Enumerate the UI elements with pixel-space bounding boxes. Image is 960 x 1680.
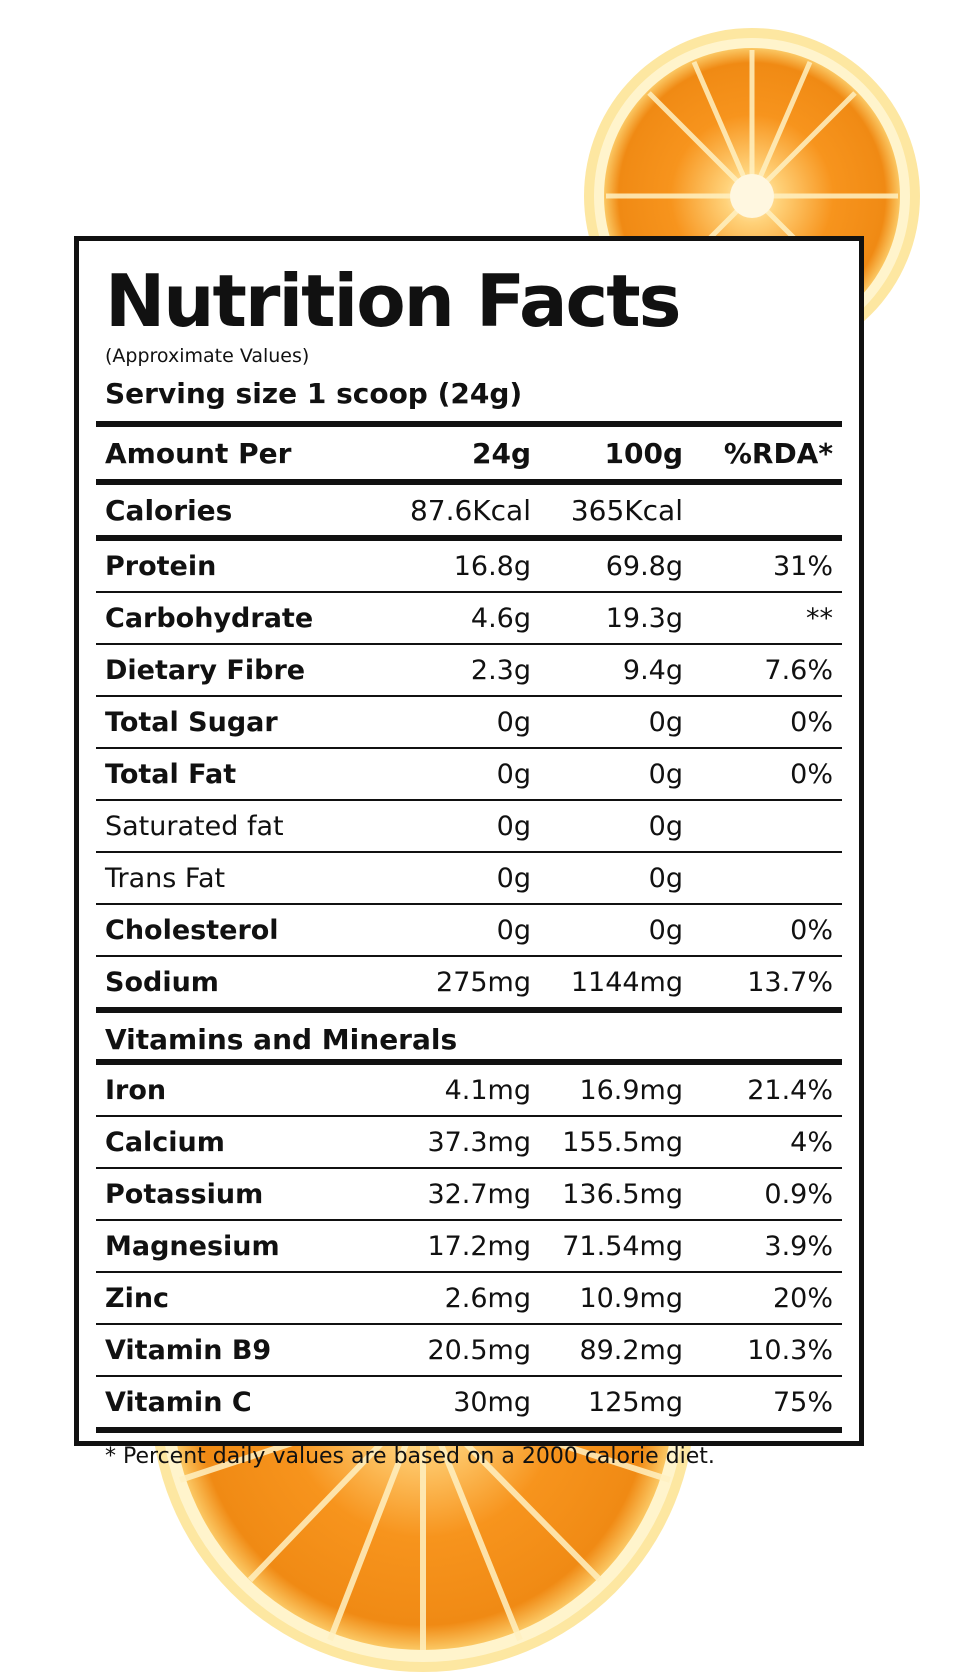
row-value-100g: 125mg — [588, 1386, 683, 1418]
row-value-24g: 32.7mg — [427, 1178, 531, 1210]
header-amount-per: Amount Per — [105, 436, 292, 470]
table-row — [96, 593, 842, 645]
page-title: Nutrition Facts — [105, 259, 680, 343]
row-name: Iron — [105, 1074, 167, 1106]
row-value-24g: 4.6g — [470, 602, 531, 634]
row-value-24g: 2.3g — [470, 654, 531, 686]
row-value-100g: 0g — [648, 758, 683, 790]
header-col-100g: 100g — [604, 436, 683, 470]
row-value-100g: 155.5mg — [562, 1126, 683, 1158]
row-value-24g: 0g — [496, 706, 531, 738]
row-value-rda: 20% — [772, 1282, 833, 1314]
row-value-100g: 0g — [648, 706, 683, 738]
row-value-rda: 10.3% — [747, 1334, 833, 1366]
table-row — [96, 1065, 842, 1117]
header-col-24g: 24g — [471, 436, 531, 470]
nutrient-list — [96, 541, 842, 1013]
table-row — [96, 1117, 842, 1169]
row-name: Sodium — [105, 966, 219, 998]
row-value-24g: 0g — [496, 914, 531, 946]
row-value-100g: 19.3g — [605, 602, 683, 634]
row-name: Carbohydrate — [105, 602, 314, 634]
row-value-24g: 0g — [496, 810, 531, 842]
row-name: Zinc — [105, 1282, 170, 1314]
row-value-100g: 0g — [648, 862, 683, 894]
table-row — [96, 1377, 842, 1427]
row-name: Total Fat — [105, 758, 237, 790]
row-value-100g: 136.5mg — [562, 1178, 683, 1210]
table-row — [96, 801, 842, 853]
row-value-100g: 9.4g — [622, 654, 683, 686]
row-value-24g: 0g — [496, 862, 531, 894]
row-value-rda: 0% — [790, 706, 833, 738]
row-value-24g: 2.6mg — [444, 1282, 531, 1314]
table-row — [96, 1325, 842, 1377]
table-row — [96, 697, 842, 749]
row-value-rda: 7.6% — [764, 654, 833, 686]
table-header-row — [96, 427, 842, 485]
row-value-rda: 0% — [790, 914, 833, 946]
subtitle: (Approximate Values) — [105, 345, 310, 367]
row-value-100g: 89.2mg — [579, 1334, 683, 1366]
row-name: Magnesium — [105, 1230, 280, 1262]
row-value-24g: 4.1mg — [444, 1074, 531, 1106]
table-row — [96, 957, 842, 1013]
row-name: Calcium — [105, 1126, 225, 1158]
calories-label: Calories — [105, 493, 233, 527]
row-value-rda: 13.7% — [747, 966, 833, 998]
row-value-rda: 21.4% — [747, 1074, 833, 1106]
row-value-100g: 1144mg — [570, 966, 683, 998]
header-col-rda: %RDA* — [723, 436, 833, 470]
row-value-24g: 37.3mg — [427, 1126, 531, 1158]
table-row — [96, 645, 842, 697]
table-row — [96, 1169, 842, 1221]
vitamins-section-title: Vitamins and Minerals — [96, 1013, 842, 1065]
row-value-rda: 0.9% — [764, 1178, 833, 1210]
calories-row — [96, 485, 842, 541]
table-row — [96, 749, 842, 801]
row-name: Vitamin C — [105, 1386, 252, 1418]
row-name: Cholesterol — [105, 914, 279, 946]
row-name: Potassium — [105, 1178, 264, 1210]
footnote: * Percent daily values are based on a 2000 calorie diet. — [105, 1444, 715, 1469]
row-value-rda: 75% — [772, 1386, 833, 1418]
table-row — [96, 853, 842, 905]
row-value-24g: 30mg — [453, 1386, 531, 1418]
calories-24g: 87.6Kcal — [409, 493, 531, 527]
row-value-rda: ** — [806, 602, 833, 634]
row-value-100g: 71.54mg — [562, 1230, 683, 1262]
row-value-rda: 31% — [772, 550, 833, 582]
table-row — [96, 541, 842, 593]
table-row — [96, 1221, 842, 1273]
row-value-24g: 16.8g — [453, 550, 531, 582]
row-name: Protein — [105, 550, 217, 582]
row-value-rda: 0% — [790, 758, 833, 790]
vitamin-list — [96, 1065, 842, 1427]
table-row — [96, 1273, 842, 1325]
row-value-24g: 17.2mg — [427, 1230, 531, 1262]
table-row — [96, 905, 842, 957]
row-value-100g: 69.8g — [605, 550, 683, 582]
row-name: Vitamin B9 — [105, 1334, 272, 1366]
row-value-100g: 0g — [648, 914, 683, 946]
row-name: Dietary Fibre — [105, 654, 306, 686]
nutrition-facts-panel — [74, 236, 864, 1469]
row-value-rda: 4% — [790, 1126, 833, 1158]
row-value-100g: 16.9mg — [579, 1074, 683, 1106]
serving-size: Serving size 1 scoop (24g) — [105, 377, 523, 410]
row-value-24g: 0g — [496, 758, 531, 790]
calories-100g: 365Kcal — [570, 493, 683, 527]
row-value-100g: 0g — [648, 810, 683, 842]
row-name: Trans Fat — [105, 862, 226, 894]
row-value-rda: 3.9% — [764, 1230, 833, 1262]
row-value-24g: 275mg — [436, 966, 531, 998]
row-value-100g: 10.9mg — [579, 1282, 683, 1314]
row-name: Total Sugar — [105, 706, 278, 738]
row-value-24g: 20.5mg — [427, 1334, 531, 1366]
row-name: Saturated fat — [105, 810, 284, 842]
